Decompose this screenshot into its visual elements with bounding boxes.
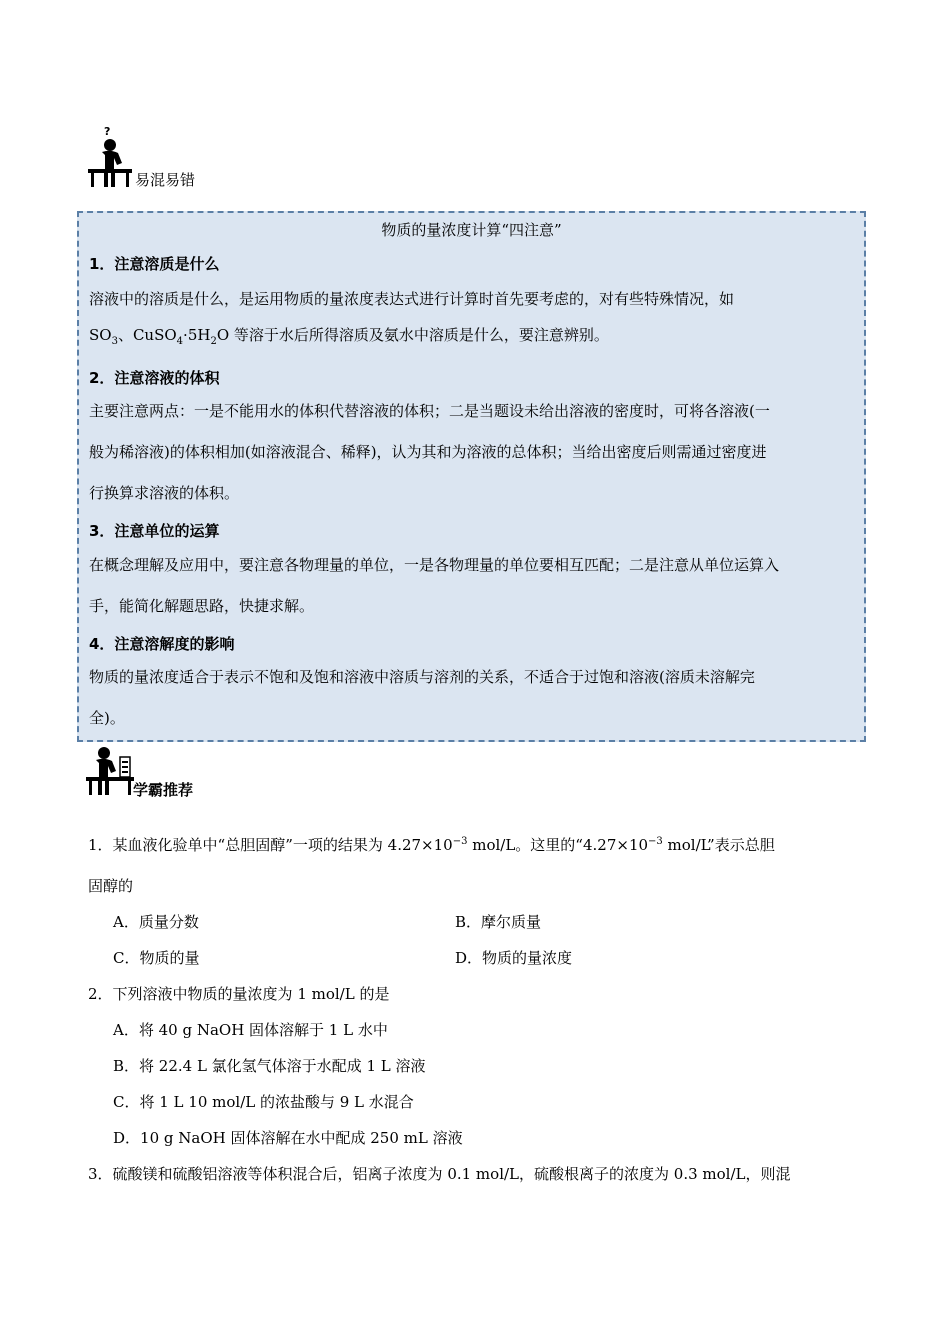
q2-option-d: D．10 g NaOH 固体溶解在水中配成 250 mL 溶液 xyxy=(113,1129,463,1147)
tip-text-2-line-1: 主要注意两点：一是不能用水的体积代替溶液的体积；二是当题设未给出溶液的密度时，可将各溶液(一 xyxy=(89,402,770,420)
tip-text-3-line-2: 手，能简化解题思路，快捷求解。 xyxy=(89,597,315,615)
q2-option-b: B．将 22.4 L 氯化氢气体溶于水配成 1 L 溶液 xyxy=(113,1057,426,1075)
tip-text-4-line-2: 全)。 xyxy=(89,709,125,727)
tip-heading-2: 2．注意溶液的体积 xyxy=(89,369,220,387)
tip-text-3-line-1: 在概念理解及应用中，要注意各物理量的单位，一是各物理量的单位要相互匹配；二是注意从单位运算入 xyxy=(89,556,780,574)
tip-heading-1: 1．注意溶质是什么 xyxy=(89,255,220,273)
section-header-recommend xyxy=(86,745,386,800)
tip-text-1-line-2: $SO_3$、$CuSO_4\cdot 5H_2O$ 等溶于水后所得溶质及氨水中溶质是什么，要注意辨别。 xyxy=(89,326,609,347)
svg-text:?: ? xyxy=(104,125,111,138)
question-3-stem: 3．硫酸镁和硫酸铝溶液等体积混合后，铝离子浓度为 0.1 mol/L，硫酸根离子的浓度为 0.3 mol/L，则混 xyxy=(88,1165,791,1183)
q2-option-a: A．将 40 g NaOH 固体溶解于 1 L 水中 xyxy=(113,1021,388,1039)
q1-option-c: C．物质的量 xyxy=(113,949,200,967)
q2-option-c: C．将 1 L 10 mol/L 的浓盐酸与 9 L 水混合 xyxy=(113,1093,414,1111)
question-1-line-2: 固醇的 xyxy=(88,877,134,895)
section-title: 学霸推荐 xyxy=(133,781,194,799)
tips-box xyxy=(77,211,866,742)
student-at-desk-icon xyxy=(86,745,136,795)
tip-text-2-line-3: 行换算求溶液的体积。 xyxy=(89,484,240,502)
q1-option-b: B．摩尔质量 xyxy=(455,913,542,931)
section-title: 易混易错 xyxy=(135,171,196,189)
tip-text-1-line-1: 溶液中的溶质是什么，是运用物质的量浓度表达式进行计算时首先要考虑的，对有些特殊情况，如 xyxy=(89,290,735,308)
tip-text-2-line-2: 般为稀溶液)的体积相加(如溶液混合、稀释)，认为其和为溶液的总体积；当给出密度后则需通过密度进 xyxy=(89,443,767,461)
tip-heading-4: 4．注意溶解度的影响 xyxy=(89,635,235,653)
q1-option-d: D．物质的量浓度 xyxy=(455,949,573,967)
question-1-line-1: 1．某血液化验单中“总胆固醇”一项的结果为 $4.27\times 10^{-3}$ mol/L。这里的“$4.27\times 10^{-3}$ mol/L”表示总胆 xyxy=(88,836,775,854)
question-2-stem: 2．下列溶液中物质的量浓度为 1 mol/L 的是 xyxy=(88,985,390,1003)
section-header-confusion xyxy=(88,125,388,191)
box-title: 物质的量浓度计算“四注意” xyxy=(381,221,562,239)
thinking-student-icon xyxy=(88,125,134,187)
q1-option-a: A．质量分数 xyxy=(113,913,199,931)
tip-heading-3: 3．注意单位的运算 xyxy=(89,522,220,540)
tip-text-4-line-1: 物质的量浓度适合于表示不饱和及饱和溶液中溶质与溶剂的关系，不适合于过饱和溶液(溶质未溶解完 xyxy=(89,668,755,686)
